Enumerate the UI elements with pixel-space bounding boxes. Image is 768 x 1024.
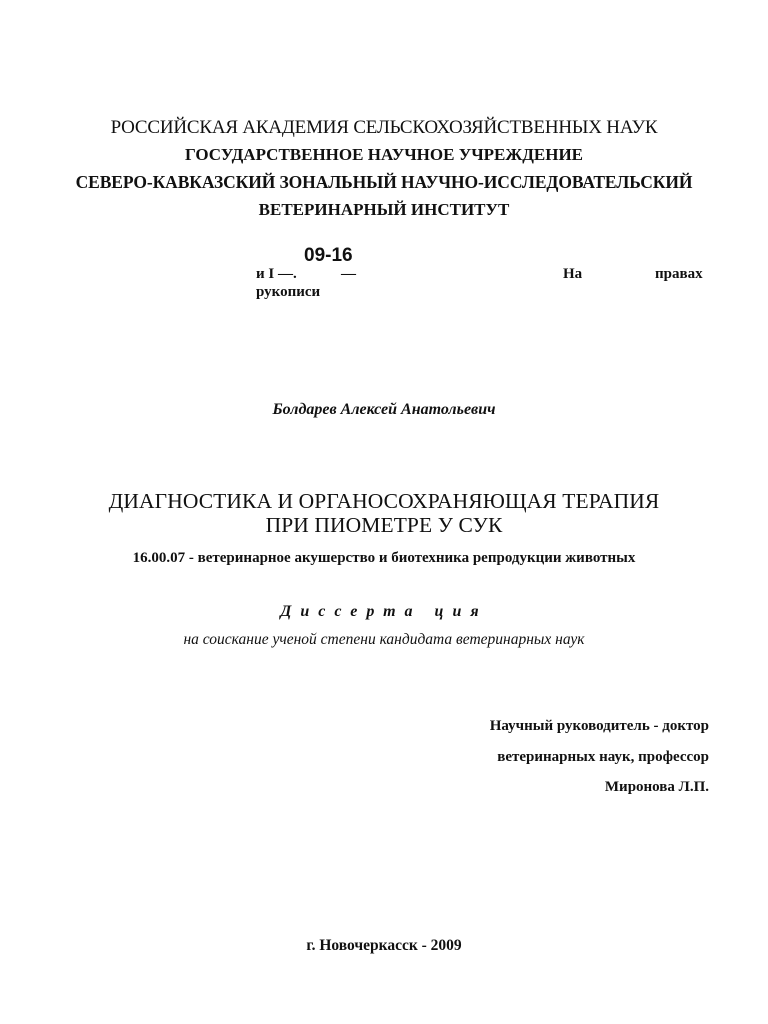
- dissertation-title-line1: ДИАГНОСТИКА И ОРГАНОСОХРАНЯЮЩАЯ ТЕРАПИЯ: [108, 489, 660, 513]
- org-institution-type: ГОСУДАРСТВЕННОЕ НАУЧНОЕ УЧРЕЖДЕНИЕ: [184, 145, 584, 164]
- manuscript-rights-word1: На: [563, 266, 583, 282]
- work-type-heading: Диссерта ция: [280, 603, 488, 620]
- dissertation-title-line2: ПРИ ПИОМЕТРЕ У СУК: [265, 513, 503, 537]
- handwritten-index-number: 09-16: [304, 245, 353, 266]
- supervisor-name: Миронова Л.П.: [604, 779, 709, 795]
- city-year: г. Новочеркасск - 2009: [306, 937, 462, 954]
- org-institute-name-line2: ВЕТЕРИНАРНЫЙ ИНСТИТУТ: [258, 200, 510, 219]
- org-institute-name-line1: СЕВЕРО-КАВКАЗСКИЙ ЗОНАЛЬНЫЙ НАУЧНО-ИССЛЕДОВАТЕЛЬСКИЙ: [75, 172, 693, 192]
- manuscript-rights-word2: правах: [655, 266, 703, 282]
- supervisor-role: Научный руководитель - доктор: [489, 718, 709, 734]
- manuscript-rights-word3: рукописи: [256, 284, 321, 300]
- author-name: Болдарев Алексей Анатольевич: [272, 401, 496, 418]
- specialty-code: 16.00.07 - ветеринарное акушерство и биотехника репродукции животных: [132, 550, 636, 566]
- udc-index-dash: —: [341, 266, 356, 282]
- org-academy-title: РОССИЙСКАЯ АКАДЕМИЯ СЕЛЬСКОХОЗЯЙСТВЕННЫХ НАУК: [110, 117, 658, 138]
- udc-index-prefix: и I —.: [256, 266, 297, 282]
- degree-statement: на соискание ученой степени кандидата ветеринарных наук: [183, 631, 585, 648]
- supervisor-degree: ветеринарных наук, профессор: [497, 749, 709, 765]
